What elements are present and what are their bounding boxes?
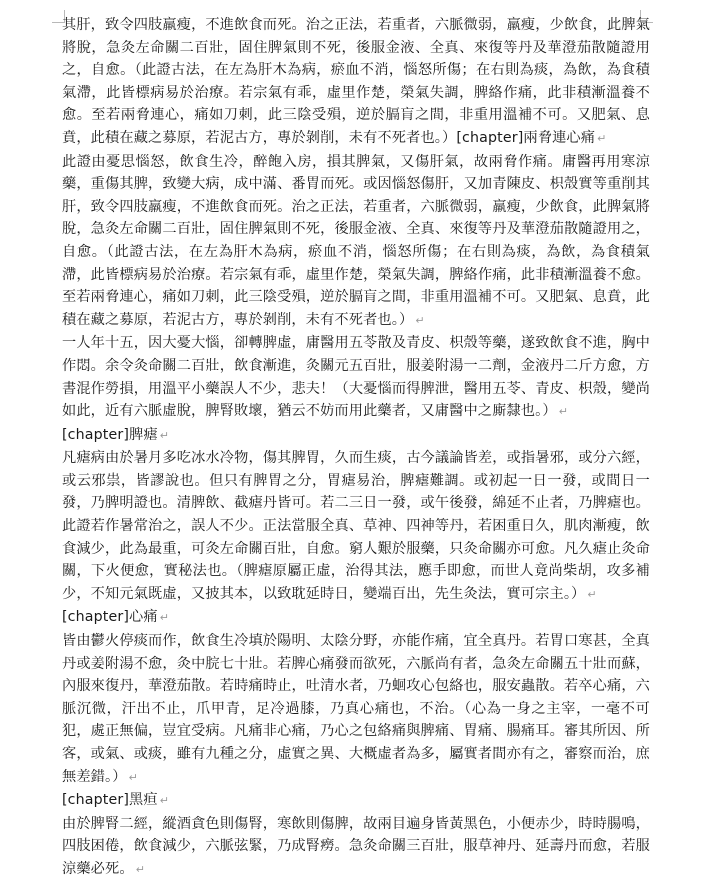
paragraph-mark: ↵ bbox=[159, 611, 170, 625]
paragraph-text: 其肝，致令四肢羸瘦，不進飲食而死。治之正法，若重者，六脈微弱，羸瘦，少飲食，此脾氣將脫，急灸左命關二百壯，固住脾氣則不死，後服金液、全真、來復等丹及華澄茄散隨證用之，自愈。（此證古法，在左為肝木為病，瘀血不消，惱怒所傷；在右則為痰，為飲，為食積氣滯，此皆標病易於治療。若宗氣有乖，虛里作楚，榮氣失調，脾絡作痛，此非積漸溫養不愈。至若兩脅連心，痛如刀刺，此三陰受殞，逆於膈肓之間，非重用溫補不可。又肥氣、息賁，此積在藏之募原，若泥古方，專於剝削，未有不死者也。）[chapter]兩脅連心痛 bbox=[62, 17, 650, 146]
chapter-heading-heart-pain bbox=[62, 606, 650, 630]
heading-text: [chapter]脾瘧 bbox=[62, 426, 158, 443]
paragraph-text: 由於脾腎二經，縱酒貪色則傷腎，寒飲則傷脾，故兩目遍身皆黃黑色，小便赤少，時時腸鳴，四肢困倦，飲食減少，六脈弦緊，乃成腎癆。急灸命關三百壯，服草神丹、延壽丹而愈，若服涼藥必死。 bbox=[62, 815, 650, 877]
paragraph-mark: ↵ bbox=[587, 587, 597, 601]
paragraph-mark: ↵ bbox=[159, 794, 170, 808]
paragraph-mark: ↵ bbox=[558, 405, 569, 419]
chapter-heading-spleen-malaria bbox=[62, 424, 650, 448]
paragraph-3 bbox=[62, 332, 650, 423]
paragraph-mark: ↵ bbox=[159, 428, 170, 442]
paragraph-text: 一人年十五，因大憂大惱，卻轉脾虛，庸醫用五苓散及青皮、枳殼等藥，遂致飲食不進，胸中作悶。余令灸命關二百壯，飲食漸進，灸關元五百壯，服姜附湯一二劑，金液丹二斤方愈，方書混作勞損，用溫平小藥誤人不少，悲夫！（大憂惱而得脾泄，醫用五苓、青皮、枳殼，變尚如此，近有六脈虛脫，脾腎敗壞，猶云不妨而用此藥者，又庸醫中之廝隸也。） bbox=[62, 335, 650, 420]
paragraph-text: 凡瘧病由於暑月多吃冰水冷物，傷其脾胃，久而生痰，古今議論皆差，或指暑邪，或分六經，或云邪祟，皆謬說也。但只有脾胃之分，胃瘧易治，脾瘧難調。或初起一日一發，或間日一發，乃脾明證也。清脾飲、截瘧丹皆可。若二三日一發，或午後發，綿延不止者，乃脾瘧也。此證若作暑常治之，誤人不少。正法當服全真、草神、四神等丹，若困重日久，肌肉漸瘦，飲食減少，此為最重，可灸左命關百壯，自愈。窮人艱於服藥，只灸命關亦可愈。凡久瘧止灸命關，下火便愈，實秘法也。（脾瘧原屬正虛，治得其法，應手即愈，而世人竟尚柴胡，攻多補少，不知元氣既虛，又披其本，以致耽延時日，變端百出，先生灸法，實可宗主。） bbox=[62, 450, 650, 602]
paragraph-5 bbox=[62, 630, 650, 789]
paragraph-4 bbox=[62, 447, 650, 606]
paragraph-6 bbox=[62, 813, 650, 882]
paragraph-text: 皆由鬱火停痰而作，飲食生冷填於陽明、太陰分野，亦能作痛，宜全真丹。若胃口寒甚，全真丹或姜附湯不愈，灸中脘七十壯。若脾心痛發而欲死，六脈尚有者，急灸左命關五十壯而蘇，內服來復丹，華澄茄散。若時痛時止，吐清水者，乃蛔攻心包絡也，服安蟲散。若卒心痛，六脈沉微，汗出不止，爪甲青，足冷過膝，乃真心痛也，不治。（心為一身之主宰，一毫不可犯，處正無偏，豈宜受病。凡痛非心痛，乃心之包絡痛與脾痛、胃痛、腸痛耳。審其所因、所客，或氣、或痰，雖有九種之分，虛實之異、大概虛者為多，屬實者間亦有之，審察而治，庶無差錯。） bbox=[62, 633, 650, 785]
heading-text: [chapter]心痛 bbox=[62, 609, 158, 626]
document-page bbox=[62, 14, 650, 882]
heading-text: [chapter]黑疸 bbox=[62, 792, 158, 809]
paragraph-mark: ↵ bbox=[135, 862, 146, 876]
paragraph-mark: ↵ bbox=[597, 131, 607, 145]
chapter-heading-black-jaundice bbox=[62, 789, 650, 813]
paragraph-mark: ↵ bbox=[415, 313, 425, 327]
paragraph-1 bbox=[62, 14, 650, 151]
paragraph-mark: ↵ bbox=[128, 770, 138, 784]
paragraph-2 bbox=[62, 151, 650, 333]
paragraph-text: 此證由憂思惱怒，飲食生冷，醉飽入房，損其脾氣，又傷肝氣，故兩脅作痛。庸醫再用寒涼藥，重傷其脾，致變大病，成中滿、番胃而死。或因惱怒傷肝，又加青陳皮、枳殼實等重削其肝，致令四肢羸瘦，不進飲食而死。治之正法，若重者，六脈微弱，羸瘦，少飲食，此脾氣將脫，急灸左命關二百壯，固住脾氣則不死，後服金液、全真、來復等丹及華澄茄散隨證用之，自愈。（此證古法，在左為肝木為病，瘀血不消，惱怒所傷；在右則為痰，為飲，為食積氣滯，此皆標病易於治療。若宗氣有乖，虛里作楚，榮氣失調，脾絡作痛，此非積漸溫養不愈。至若兩脅連心，痛如刀刺，此三陰受殞，逆於膈肓之間，非重用溫補不可。又肥氣、息賁，此積在藏之募原，若泥古方，專於剝削，未有不死者也。） bbox=[62, 153, 650, 328]
